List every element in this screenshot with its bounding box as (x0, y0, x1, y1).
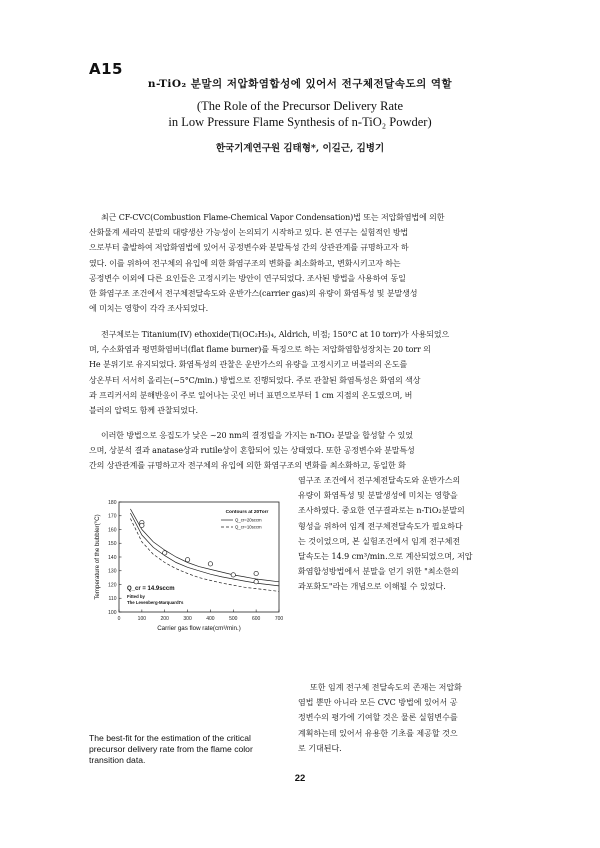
text-line: 염구조 조건에서 전구체전달속도와 운반가스의 (298, 476, 461, 485)
text-line: 조사하였다. 중요한 연구결과로는 n-TiO₂분말의 (298, 506, 465, 516)
data-point (254, 580, 258, 584)
chart-title: Contours at 20Torr (225, 510, 269, 515)
data-point (254, 571, 258, 575)
x-tick-label: 200 (160, 616, 169, 622)
figure-chart (89, 496, 294, 636)
annotation-fit: Fitted by (127, 594, 145, 599)
title-english-line2: in Low Pressure Flame Synthesis of n-TiO₂ Powder) (168, 115, 432, 129)
annotation-fit-method: The Levenberg-Marquardt's (127, 600, 184, 605)
y-tick-label: 180 (108, 499, 117, 506)
text-line: 으며, 상분석 결과 anatase상과 rutile상이 혼합되어 있는 상태였다. 또한 공정변수와 분말특성 (89, 446, 415, 456)
chart-points (140, 520, 259, 584)
text-line: He 분위기로 유지되었다. 화염특성의 관찰은 운반가스의 유량을 고정시키고 버블러의 온도를 (89, 360, 408, 370)
y-tick-label: 100 (108, 609, 117, 616)
text-line: 며, 수소화염과 평면화염버너(flat flame burner)를 특징으로 하는 저압화염합성장치는 20 torr 의 (89, 345, 431, 355)
text-line: 또한 임계 전구체 전달속도의 존재는 저압화 (310, 683, 462, 692)
data-point (140, 523, 144, 527)
x-axis-label: Carrier gas flow rate(cm³/min.) (157, 625, 241, 632)
abstract-code: A15 (89, 60, 123, 78)
legend-label: Q_cr=10sccm (235, 524, 262, 530)
right-column-paragraph-2 (298, 680, 512, 756)
y-tick-label: 150 (108, 541, 117, 548)
x-tick-label: 400 (206, 616, 215, 622)
y-tick-label: 130 (108, 568, 117, 575)
text-line: 정변수의 평가에 기여할 것은 물론 실험변수를 (298, 713, 458, 723)
paragraph-2 (89, 327, 513, 418)
text-line: 로 기대된다. (298, 743, 342, 753)
x-tick-label: 500 (229, 616, 238, 622)
data-point (231, 573, 235, 577)
data-point (163, 551, 167, 555)
authors: 한국기계연구원 김태형*, 이길근, 김병기 (215, 143, 385, 154)
text-line: 염법 뿐만 아니라 모든 CVC 방법에 있어서 공 (298, 698, 458, 708)
text-line: 계획하는데 있어서 유용한 기초를 제공할 것으 (298, 728, 458, 738)
figure-caption: The best-fit for the estimation of the critical precursor delivery rate from the flame color transition data. (89, 733, 253, 765)
paragraph-3 (89, 428, 513, 474)
text-line: 최근 CF-CVC(Combustion Flame-Chemical Vapor Condensation)법 또는 저압화염법에 의한 (101, 213, 445, 222)
text-line: 형성을 위하여 임계 전구체전달속도가 필요하다 (298, 521, 463, 531)
x-tick-label: 700 (274, 616, 284, 622)
x-tick-label: 600 (251, 616, 261, 622)
right-column-paragraph-1 (298, 473, 512, 595)
text-line: 화염합성방법에서 분말을 얻기 위한 "최소한의 (298, 567, 459, 577)
text-line: 유량이 화염특성 및 분말생성에 미치는 영향을 (298, 491, 458, 501)
y-tick-label: 140 (108, 554, 117, 561)
y-tick-label: 110 (108, 596, 117, 603)
y-axis-label: Temperature of the bubbler(°C) (94, 514, 101, 600)
text-line: 한 화염구조 조건에서 전구체전달속도와 운반가스(carrier gas)의 유량이 화염특성 및 분말생성 (89, 289, 418, 299)
text-line: 으로부터 출발하여 저압화염법에 있어서 공정변수와 분말특성 간의 상관관계를 규명하고자 하 (89, 243, 409, 253)
text-line: 였다. 이를 위하여 전구체의 유입에 의한 화염구조의 변화를 최소화하고, 변화시키고자 하는 (89, 258, 401, 268)
legend-label: Q_cr=20sccm (235, 517, 262, 523)
text-line: 에 미치는 영향이 각각 조사되었다. (89, 304, 209, 314)
text-line: 전구체로는 Titanium(IV) ethoxide(Ti(OC₂H₅)₄, Aldrich, 비점; 150°C at 10 torr)가 사용되었으 (101, 330, 450, 339)
text-line: 달속도는 14.9 cm³/min.으로 계산되었으며, 저압 (298, 552, 473, 562)
data-point (185, 558, 189, 562)
x-tick-label: 100 (137, 616, 147, 622)
data-point (208, 562, 212, 566)
text-line: 공정변수 이외에 다른 요인들은 고정시키는 방안이 연구되었다. 조사된 방법을 사용하여 동일 (89, 273, 406, 283)
paragraph-1 (89, 210, 513, 316)
text-line: 과 프리커서의 분해반응이 주로 일어나는 곳인 버너 표면으로부터 1 cm 지점의 온도였으며, 버 (89, 390, 413, 400)
text-line: 블러의 압력도 함께 관찰되었다. (89, 406, 198, 416)
y-tick-label: 160 (108, 527, 117, 534)
title-korean: n-TiO₂ 분말의 저압화염합성에 있어서 전구체전달속도의 역할 (147, 78, 453, 90)
y-tick-label: 120 (108, 582, 117, 589)
y-tick-label: 170 (108, 513, 117, 520)
title-english-line1: (The Role of the Precursor Delivery Rate (196, 99, 404, 113)
annotation-critical-rate: Q_cr = 14.9sccm (127, 586, 175, 592)
x-tick-label: 300 (183, 616, 192, 622)
text-line: 는 것이었으며, 본 실험조건에서 임계 전구체전 (298, 536, 461, 546)
page-number: 22 (294, 773, 306, 784)
x-tick-label: 0 (117, 616, 121, 622)
text-line: 상온부터 서서히 올리는(~5°C/min.) 방법으로 진행되었다. 주로 관찰된 화염특성은 화염의 색상 (89, 375, 421, 385)
text-line: 이러한 방법으로 응집도가 낮은 ~20 nm의 결정립을 가지는 n-TiO₂ 분말을 합성할 수 있었 (101, 431, 413, 440)
text-line: 과포화도"라는 개념으로 이해될 수 있었다. (298, 582, 446, 592)
text-line: 산화물계 세라믹 분말의 대량생산 가능성이 논의되기 시작하고 있다. 본 연구는 실험적인 방법 (89, 228, 409, 238)
text-line: 간의 상관관계를 규명하고자 전구체의 유입에 의한 화염구조의 변화를 최소화하고, 동일한 화 (89, 461, 406, 471)
